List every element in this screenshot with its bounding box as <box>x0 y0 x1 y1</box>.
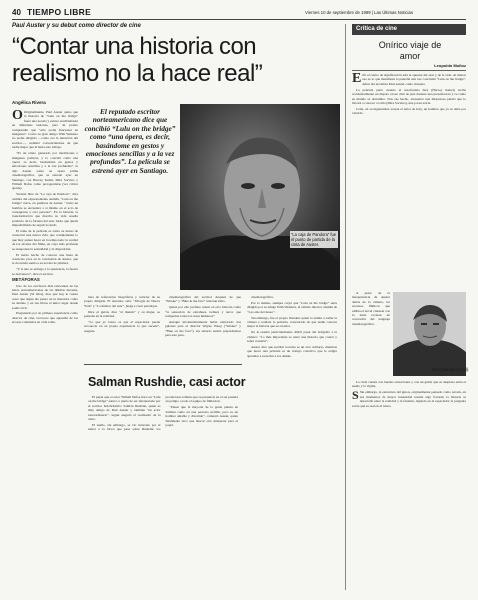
kicker: Paul Auster y su debut como director de cine <box>12 23 141 29</box>
critic-text-top <box>352 73 466 289</box>
headline: “Contar una historia con realismo no la hace real” <box>12 33 263 87</box>
paragraph: Aunque involuntariamente había elaborado dos guiones para el director Wayne Wang (“Smoke” y “Blue on the face”), sin saberlo estaba preparándose para este paso. <box>165 320 241 338</box>
paragraph: No le resultó particularmente difícil pasar del bolígrafo a la cámara: “Lo más importante es tener una historia que contar y saber contarla”. <box>247 330 337 344</box>
sidebar-text <box>88 395 238 580</box>
paragraph: Quien por ello prefiere reunir en otro historia como “la sensación de extrañeza, belleza y terror que comparten todos los seres humanos”. <box>165 305 241 319</box>
paragraph: “Pensé que la mayoría de la gente piensa en Salman como en una persona terrible, pero es un hombre amable y divertido”, comentó Auster, quien finalmente tuvo que buscar otro intérprete para el papel. <box>165 405 238 427</box>
paragraph: El sueño, sin embargo, se vio truncado por el temor a la fatwa que pesa sobre Rushdie: los productores temían que su presencia en el set pusiera en peligro a todo el equipo de filmación. <box>88 395 238 432</box>
paragraph: La cinta cuenta con buenas actuaciones y con un guión que se desplaza entre el sueño y la vigilia. <box>352 380 466 389</box>
paragraph: A pesar de la inexperiencia de Auster detrás de la cámara, los recursos fílmicos que utiliza el novel cineasta con la lente revelan un conocedor del lenguaje cinematográfico. <box>352 291 390 326</box>
paragraph: “Es un relato generado por mediciones e imágenes poéticas, y lo concebí como una ópera; es decir, basándome en gestos y emociones sencillas y a la vez profundas”, le dijo Auster sobre su ópera prima cinematográfica, que se estrenó ayer en Santiago, con Harvey Keitel, Mira Sorvino y Willem Dafoe como protagonistas (ver crítica aparte). <box>12 151 78 191</box>
paragraph: El tema de la película es sobre su tierno de conservar una nueva vida, que complementa lo que Izzy quiere hacer en la temporada: la verdad de los niveles del filme, en cuya más profunda se anteponen la sexualidad y la disposición. <box>12 229 78 251</box>
article-column-1 <box>12 110 78 590</box>
critic-headline: Onírico viaje de amor <box>378 40 442 61</box>
paragraph: E En el centro de significación está la apuesta del azar y de la vida. Al menos eso es lo que manifiesta la pantalla una vez concluida “Lulu on the bridge”, debut del novelista Paul Auster como cineasta. <box>352 73 466 86</box>
paragraph: Uno de los escritores más relevantes de las letras norteamericanas de las últimas décadas, Paul Auster (52 años), dice que hoy le cuesta creer que algún día pensó en la literatura como su destino y en sus libros el único lugar donde podía vivir. <box>12 283 78 310</box>
subhead: METÁFORAS <box>12 277 40 283</box>
paragraph: lena de referencias biográficas y carácter de su propio dirigirla. El narrador, sabe “Trilogía de Nueva York” y “La música del azar”, juega a crear paradojas. <box>84 295 160 308</box>
paragraph: Versión libre de “La caja de Pandora”, obra cumbre del expresionismo alemán, “Lulu on the bridge” narra, en palabras de Auster, “cómo un hombre se encuentra a sí mismo en el acto de consagrarse a otra persona”. En la historia, la transformación que marcha su vida resulta producto de la fortuna del azar, hasta que queda imposibilitado de seguir tocando. <box>12 192 78 228</box>
critic-rule <box>352 70 466 71</box>
paragraph: O Originalmente, Paul Auster quiso que la historia de “Lulu on the bridge” fuera una novela y estuvo escribiéndola en diferentes sesiones, pero de pronto comprendió que “sólo podía funcionar en imágenes”. Como su gran amigo Wim Wenders no podía dirigirla —como era la intención del escritor—, terminó convenciéndose de que nadie mejor que él haría este trabajo. <box>12 110 78 150</box>
byline: Angélica Rivera <box>12 100 46 105</box>
paragraph: Auster dice que escribir novelas es un acto solitario, mientras que hacer una película es un trabajo colectivo que le exigió aprender a escuchar a los demás. <box>247 345 337 358</box>
critic-text-bottom <box>352 380 466 590</box>
drop-cap: O <box>12 110 23 123</box>
paragraph: Celia, en su ingenuidad, acepta el amor de Izzy, un hombre que ya se daba por vencido. <box>352 106 466 116</box>
section-name: TIEMPO LIBRE <box>27 7 92 17</box>
page-number: 40 <box>12 8 21 17</box>
column-divider <box>345 24 346 590</box>
critic-byline: Leopoldo Muñoz <box>434 63 466 68</box>
drop-cap: S <box>352 388 359 403</box>
date-line: Viernes 10 de septiembre de 1999 | Las Últimas Noticias <box>305 10 414 15</box>
sidebar-headline: Salman Rushdie, casi actor <box>88 375 246 389</box>
paragraph: El papel que el actor Willem Dafoe hace en “Lulu on the bridge” estuvo a punto de ser interpretado por el escritor indobritánico Salman Rushdie, quien es muy amigo de Paul Auster y también “un actor extraordinario”, según aseguró el realizador de la cinta. <box>88 395 161 422</box>
paragraph: Por lo mismo, siempre creyó que “Lulu on the bridge” sería dirigida por su amigo Wim Wenders, el célebre director alemán de “Las alas del deseo”. <box>247 300 337 314</box>
masthead-rule <box>12 19 466 20</box>
critic-text-mid <box>352 291 390 373</box>
article-column-2 <box>84 295 160 359</box>
paragraph: El tierno hecho de conocer una línea de creencias yace en la conclusión de Auster, que le da rienda suelta a su novela de primera. <box>12 252 78 266</box>
paragraph: Dice el guión, dice “el mundo” y su mujer, se pensaba en la realidad. <box>84 309 160 319</box>
photo-caption: “La caja de Pandora” fue el punto de partida de la cinta de Auster. <box>291 232 337 247</box>
paragraph: Sin embargo, fue el propio Wenders quien lo animó a tomar la cámara y realizar la película, convencido de que nadie conocía mejor la historia que su creador. <box>247 315 337 329</box>
paragraph: S Sin embargo, la estructura del guion, originalmente pensado como novela, en sus momentos de mayor intensidad resulta algo forzada; la historia se desarrolla entre la realidad y la fantasía, dejando en el espectador la pregunta sobre qué es real en el relato. <box>352 388 466 408</box>
paragraph: “Lo que yo busco es que el espectador pueda reconocer en su propia experiencia lo que sucede”, asegura. <box>84 320 160 333</box>
keitel-caption: Izzy (Harvey Keitel). <box>432 367 470 372</box>
drop-cap: E <box>352 73 362 86</box>
paragraph: “Y si uno se entrega a la apariencia, la fuerza se desvanece”, dice el escritor. <box>12 267 78 276</box>
article-column-3 <box>165 295 241 359</box>
pullquote: El reputado escritor norteamericano dice que concibió “Lulu on the bridge” como “una ópera, es decir, basándome en gestos y emociones sencillas y a la vez profundas”. La película se estrenó ayer en Santiago. <box>84 107 176 175</box>
paragraph: cinematográfica. <box>251 295 274 299</box>
paragraph: Preguntado por su primera experiencia como director de cine, reconoce que aprendió de los errores cometidos en cada toma. <box>12 311 78 325</box>
paragraph: cinematográfica del escritor después de que “Smoke” y “Blue in the face” tuvieran éxito. <box>165 295 241 304</box>
keitel-photo <box>393 292 466 376</box>
article-column-4 <box>247 295 337 585</box>
critic-section-tab: Crítica de cine <box>352 24 466 35</box>
paragraph: La película parte cuando el saxofonista Izzy (Harvey Keitel) recibe accidentalmente un disparo en un club de jazz durante una presentación y ve cómo su mundo se derrumba. Tras ese hecho, encuentra una misteriosa piedra que lo llevará a conocer a Celia (Mira Sorvino), una joven actriz. <box>352 87 466 105</box>
auster-photo <box>180 104 340 290</box>
